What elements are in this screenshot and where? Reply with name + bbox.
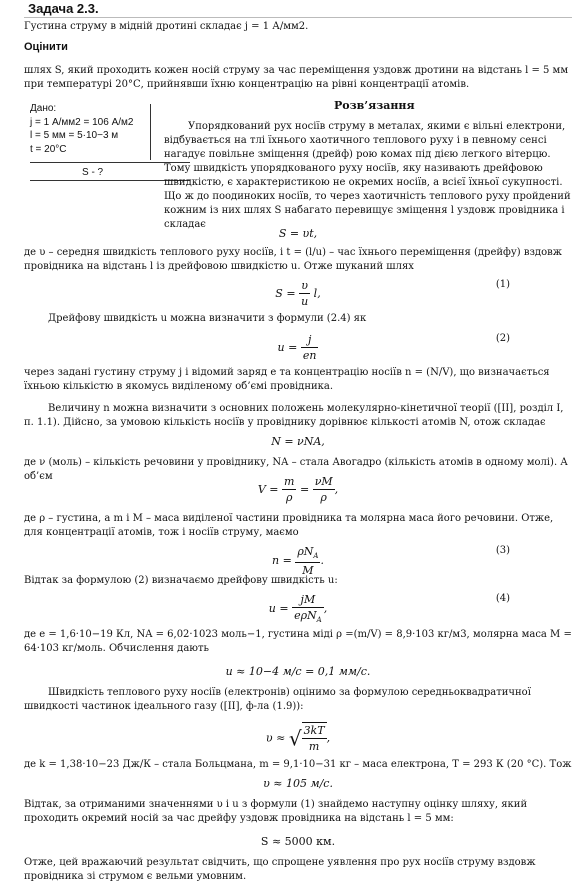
solution-para7: де ρ – густина, а m і M – маса виділеної частини провідника та молярна маса його речовини. Отже, для концентрації атомів, тож і носіїв струму, маємо (24, 513, 554, 538)
equation-2: u = $\frac{j}{en}$ (2) (277, 333, 510, 363)
equation-s-vt: S = υt, (278, 227, 318, 240)
equation-1: S = $\frac{\upsilon}{u}$ l, (1) (275, 279, 510, 309)
given-label: Дано: (30, 103, 57, 114)
equation-v-value: υ ≈ 105 м/с. (263, 777, 333, 790)
task-title: Задача 2.3. (28, 1, 99, 16)
equation-s-value: S ≈ 5000 км. (260, 835, 336, 848)
solution-para1: Упорядкований рух носіїв струму в металах, якими є вільні електрони, відбувається на тлі їхнього хаотичного теплового руху і в певному сенсі нагадує повільне зміщення (дрейф) рою комах під дією легкого вітерцю. Тому швидкість упорядкованого руху носіїв, яку називають дрейфовою швидкістю, є характеристикою не окремих носіїв, а всієї їхньої сукупності. Що ж до поодиноких носіїв, то через хаотичність теплового руху пройдений кожним із них шлях S набагато перевищує зміщення l уздовж провідника і складає (164, 121, 571, 230)
given-block (30, 102, 158, 178)
equation-4-number: (4) (495, 593, 510, 604)
solution-para9: де e = 1,6·10−19 Кл, NA = 6,02·1023 моль−1, густина міді ρ =(m/V) = 8,9·103 кг/м3, молярна маса M = 64·103 кг/моль. Обчислення дають (24, 629, 572, 654)
solution-para10: Швидкість теплового руху носіїв (електронів) оцінимо за формулою середньоквадратичної швидкості частинок ідеального газу ([ІІ], ф-ла (1.9)): (24, 687, 531, 712)
equation-2-number: (2) (495, 333, 510, 344)
solution-para11: де k = 1,38·10−23 Дж/К – стала Больцмана, m = 9,1·10−31 кг – маса електрона, T = 293 К (20 °С). Тож (24, 759, 572, 770)
solution-para4: через задані густину струму j і відомий заряд e та концентрацію носіїв n = (N/V), що визначається їхньою кількістю в якомусь виділеному об’ємі провідника. (24, 367, 550, 392)
given-l: l = 5 мм = 5·10−3 м (30, 130, 119, 141)
solution-para2: де υ – середня швидкість теплового руху носіїв, і t = (l/u) – час їхнього переміщення (дрейфу) вздовж провідника на відстань l із дрейфовою швидкістю u. Отже шуканий шлях (24, 247, 562, 272)
given-t: t = 20°С (30, 143, 67, 155)
task-statement-line1: Густина струму в мідній дротині складає j = 1 А/мм2. (24, 21, 309, 32)
task-statement-line2: шлях S, який проходить кожен носій струму за час переміщення уздовж дротини на відстань l = 5 мм при температурі 20°С, прийнявши їхню концентрацію на рівні концентрації атомів. (24, 65, 569, 90)
given-j: j = 1 А/мм2 = 106 А/м2 (30, 116, 134, 128)
solution-para6: де ν (моль) – кількість речовини у провіднику, NA – стала Авогадро (кількість атомів в одному молі). А об’єм (24, 457, 568, 482)
estimate-label: Оцінити (24, 41, 68, 53)
solution-para3: Дрейфову швидкість u можна визначити з формули (2.4) як (48, 313, 367, 324)
equation-n-nu: N = νNA, (271, 435, 325, 448)
equation-3: n = $\frac{\rho N_A}{M}$ . (3) (272, 545, 510, 577)
solution-para12: Відтак, за отриманими значеннями υ і u з формули (1) знайдемо наступну оцінку шляху, який проходить окремий носій за час дрейфу уздовж провідника на відстань l = 5 мм: (24, 799, 528, 824)
equation-u-value: u ≈ 10−4 м/с = 0,1 мм/с. (225, 665, 371, 678)
equation-3-number: (3) (495, 545, 510, 556)
equation-volume: V = $\frac{m}{\rho}$ = $\frac{\nu M}{\rho}$ , (257, 475, 339, 505)
solution-para13: Отже, цей вражаючий результат свідчить, що спрощене уявлення про рух носіїв струму вздовж провідника зі струмом є вельми умовним. (24, 857, 536, 882)
title-divider (24, 17, 572, 18)
given-find: S - ? (82, 167, 104, 178)
equation-4: u = $\frac{jM}{e\rho N_A}$ , (4) (268, 593, 510, 625)
equation-thermal-velocity: υ ≈ √ $\frac{3kT}{m}$ , (265, 724, 331, 754)
solution-para8: Відтак за формулою (2) визначаємо дрейфову швидкість u: (24, 575, 338, 586)
solution-para5: Величину n можна визначити з основних положень молекулярно-кінетичної теорії ([ІІ], розділ І, п. 1.1). Дійсно, за умовою кількість носіїв у провіднику дорівнює кількості атомів N, отож складає (24, 403, 564, 428)
solution-title: Розв’язання (334, 99, 415, 112)
given-vertical-rule (150, 104, 151, 160)
equation-1-number: (1) (495, 279, 510, 290)
